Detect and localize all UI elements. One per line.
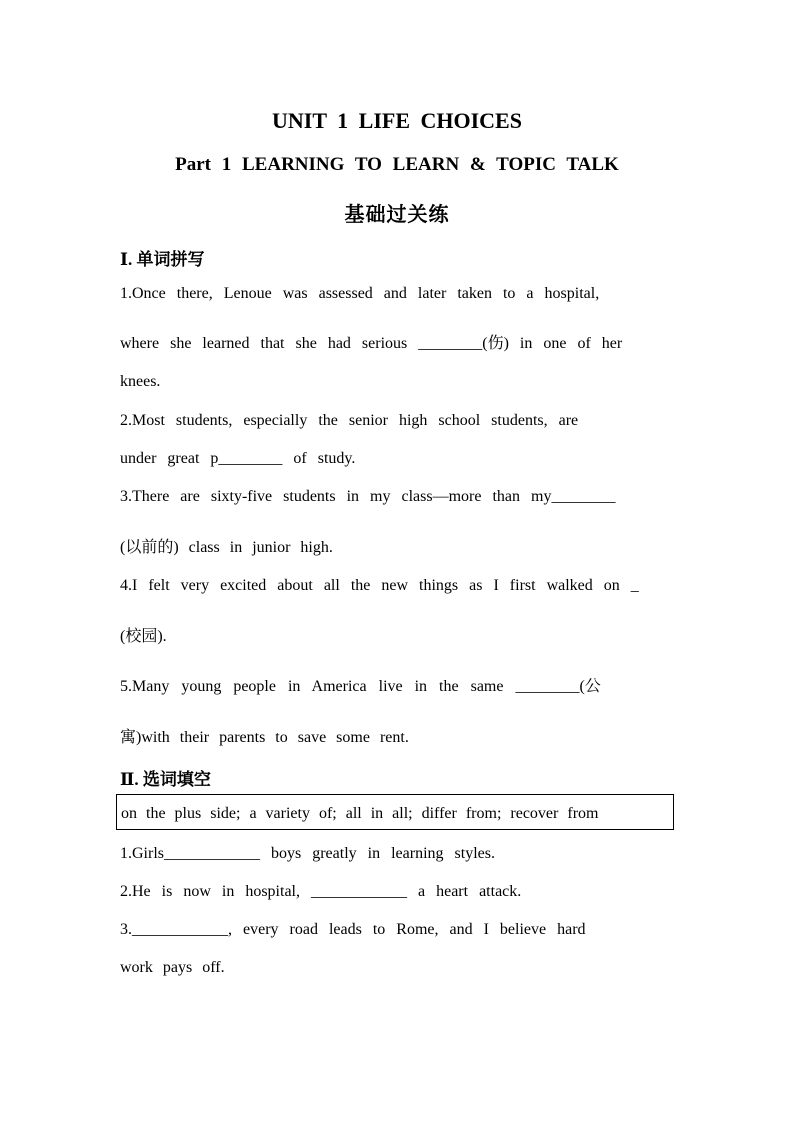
section2-heading: Ⅱ. 选词填空 [120, 770, 211, 789]
part-title: Part 1 LEARNING TO LEARN & TOPIC TALK [175, 154, 619, 175]
question-line: 寓)with their parents to save some rent. [120, 729, 409, 746]
question-line: 3.There are sixty-five students in my class—more than my________ [120, 488, 616, 505]
question-line: 1.Girls____________ boys greatly in learning styles. [120, 845, 495, 862]
word-bank-box [116, 794, 674, 830]
question-line: 5.Many young people in America live in the same ________(公 [120, 678, 601, 695]
practice-subtitle: 基础过关练 [344, 204, 450, 226]
question-line: where she learned that she had serious ________(伤) in one of her [120, 335, 623, 352]
word-bank-text: on the plus side; a variety of; all in all; differ from; recover from [121, 805, 599, 822]
question-line: 3.____________, every road leads to Rome, and I believe hard [120, 921, 586, 938]
question-line: (校园). [120, 628, 167, 645]
question-line: (以前的) class in junior high. [120, 539, 333, 556]
question-line: 2.Most students, especially the senior high school students, are [120, 412, 579, 429]
unit-title: UNIT 1 LIFE CHOICES [272, 108, 522, 133]
question-line: 4.I felt very excited about all the new things as I first walked on _ [120, 577, 639, 594]
question-line: 2.He is now in hospital, ____________ a heart attack. [120, 883, 522, 900]
section1-heading: Ⅰ. 单词拼写 [120, 250, 205, 269]
question-line: under great p________ of study. [120, 450, 356, 467]
question-line: knees. [120, 373, 161, 390]
question-line: 1.Once there, Lenoue was assessed and later taken to a hospital, [120, 285, 600, 302]
question-line: work pays off. [120, 959, 225, 976]
